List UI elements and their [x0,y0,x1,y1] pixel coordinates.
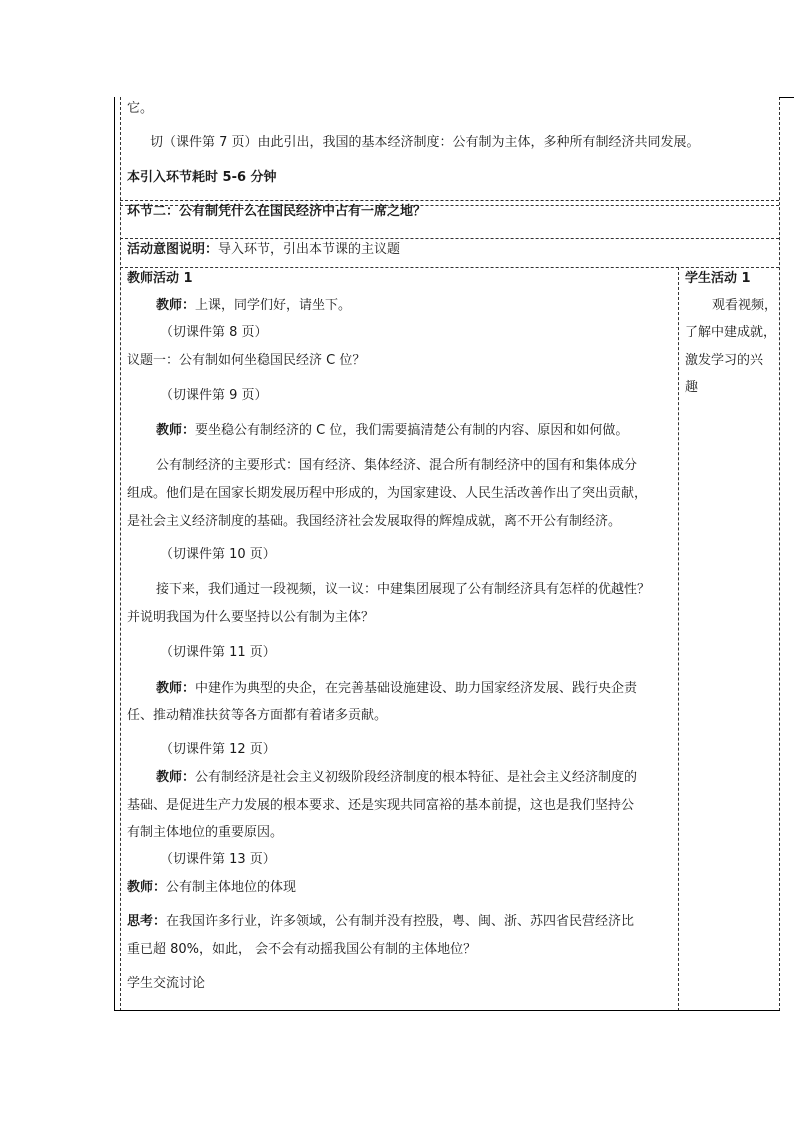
thinking-question [127,913,634,931]
activity-intent [127,241,400,259]
row-divider-1 [120,200,779,201]
courseware-note: （切课件第 9 页） [160,388,268,403]
topic-one: 议题一：公有制如何坐稳国民经济 C 位？ [127,353,366,368]
student-activity-header: 学生活动 1 [685,271,751,286]
think-label: 思考： [127,914,167,929]
table-bottom-border [114,1010,780,1011]
student-activity-line: 趣 [685,380,699,395]
student-activity-line: 观看视频， [712,298,778,313]
teacher-statement [127,879,296,897]
teacher-statement [156,769,637,787]
intent-text: 导入环节，引出本节课的主议题 [218,242,401,257]
continuation-text: 它。 [127,101,154,116]
courseware-intro-text: 切（课件第 7 页）由此引出，我国的基本经济制度：公有制为主体，多种所有制经济共同发展。 [150,135,700,150]
speech-text: 中建作为典型的央企，在完善基础设施建设、助力国家经济发展、践行央企责 [195,681,638,696]
teacher-statement [156,422,628,440]
courseware-note: （切课件第 12 页） [160,742,276,757]
courseware-note: （切课件第 13 页） [160,852,276,867]
speech-text: 公有制经济是社会主义初级阶段经济制度的根本特征、是社会主义经济制度的 [195,770,638,785]
speech-text: 上课，同学们好，请坐下。 [195,298,352,313]
teacher-statement [156,680,637,698]
teacher-greeting [156,297,351,315]
paragraph-line: 有制主体地位的重要原因。 [127,825,284,840]
page-right-edge [779,97,794,98]
paragraph-line: 是社会主义经济制度的基础。我国经济社会发展取得的辉煌成就，离不开公有制经济。 [127,514,622,529]
student-activity-line: 了解中建成就， [685,325,777,340]
speaker-label: 教师： [156,423,196,438]
time-note: 本引入环节耗时 5-6 分钟 [127,170,277,185]
student-discussion-note: 学生交流讨论 [127,976,206,991]
section-title: 环节二：公有制凭什么在国民经济中占有一席之地？ [127,204,427,219]
table-left-inner-border [120,97,121,1011]
paragraph-line: 接下来，我们通过一段视频，议一议：中建集团展现了公有制经济具有怎样的优越性？ [156,582,651,597]
row-divider-3 [120,238,779,239]
row-divider-4 [120,267,779,268]
courseware-note: （切课件第 10 页） [160,547,276,562]
paragraph-line: 基础、是促进生产力发展的根本要求、还是实现共同富裕的基本前提，这也是我们坚持公 [127,798,635,813]
paragraph-line: 并说明我国为什么要坚持以公有制为主体？ [127,610,375,625]
intent-label: 活动意图说明： [127,242,219,257]
speech-text: 要坐稳公有制经济的 C 位，我们需要搞清楚公有制的内容、原因和如何做。 [195,423,629,438]
column-divider [678,267,679,1011]
paragraph-line: 重已超 80%，如此， 会不会有动摇我国公有制的主体地位？ [127,942,477,957]
speaker-label: 教师： [156,770,196,785]
table-left-border [114,97,115,1011]
speaker-label: 教师： [127,880,167,895]
speaker-label: 教师： [156,298,196,313]
question-text: 在我国许多行业，许多领域，公有制并没有控股，粤、闽、浙、苏四省民营经济比 [166,914,635,929]
courseware-note: （切课件第 8 页） [160,325,268,340]
courseware-note: （切课件第 11 页） [160,645,276,660]
speaker-label: 教师： [156,681,196,696]
student-activity-line: 激发学习的兴 [685,353,764,368]
paragraph-line: 公有制经济的主要形式：国有经济、集体经济、混合所有制经济中的国有和集体成分 [156,458,638,473]
paragraph-line: 组成。他们是在国家长期发展历程中形成的，为国家建设、人民生活改善作出了突出贡献， [127,486,648,501]
paragraph-line: 任、推动精准扶贫等各方面都有着诸多贡献。 [127,708,388,723]
speech-text: 公有制主体地位的体现 [166,880,297,895]
teacher-activity-header: 教师活动 1 [127,271,193,286]
table-right-border [779,97,780,1011]
